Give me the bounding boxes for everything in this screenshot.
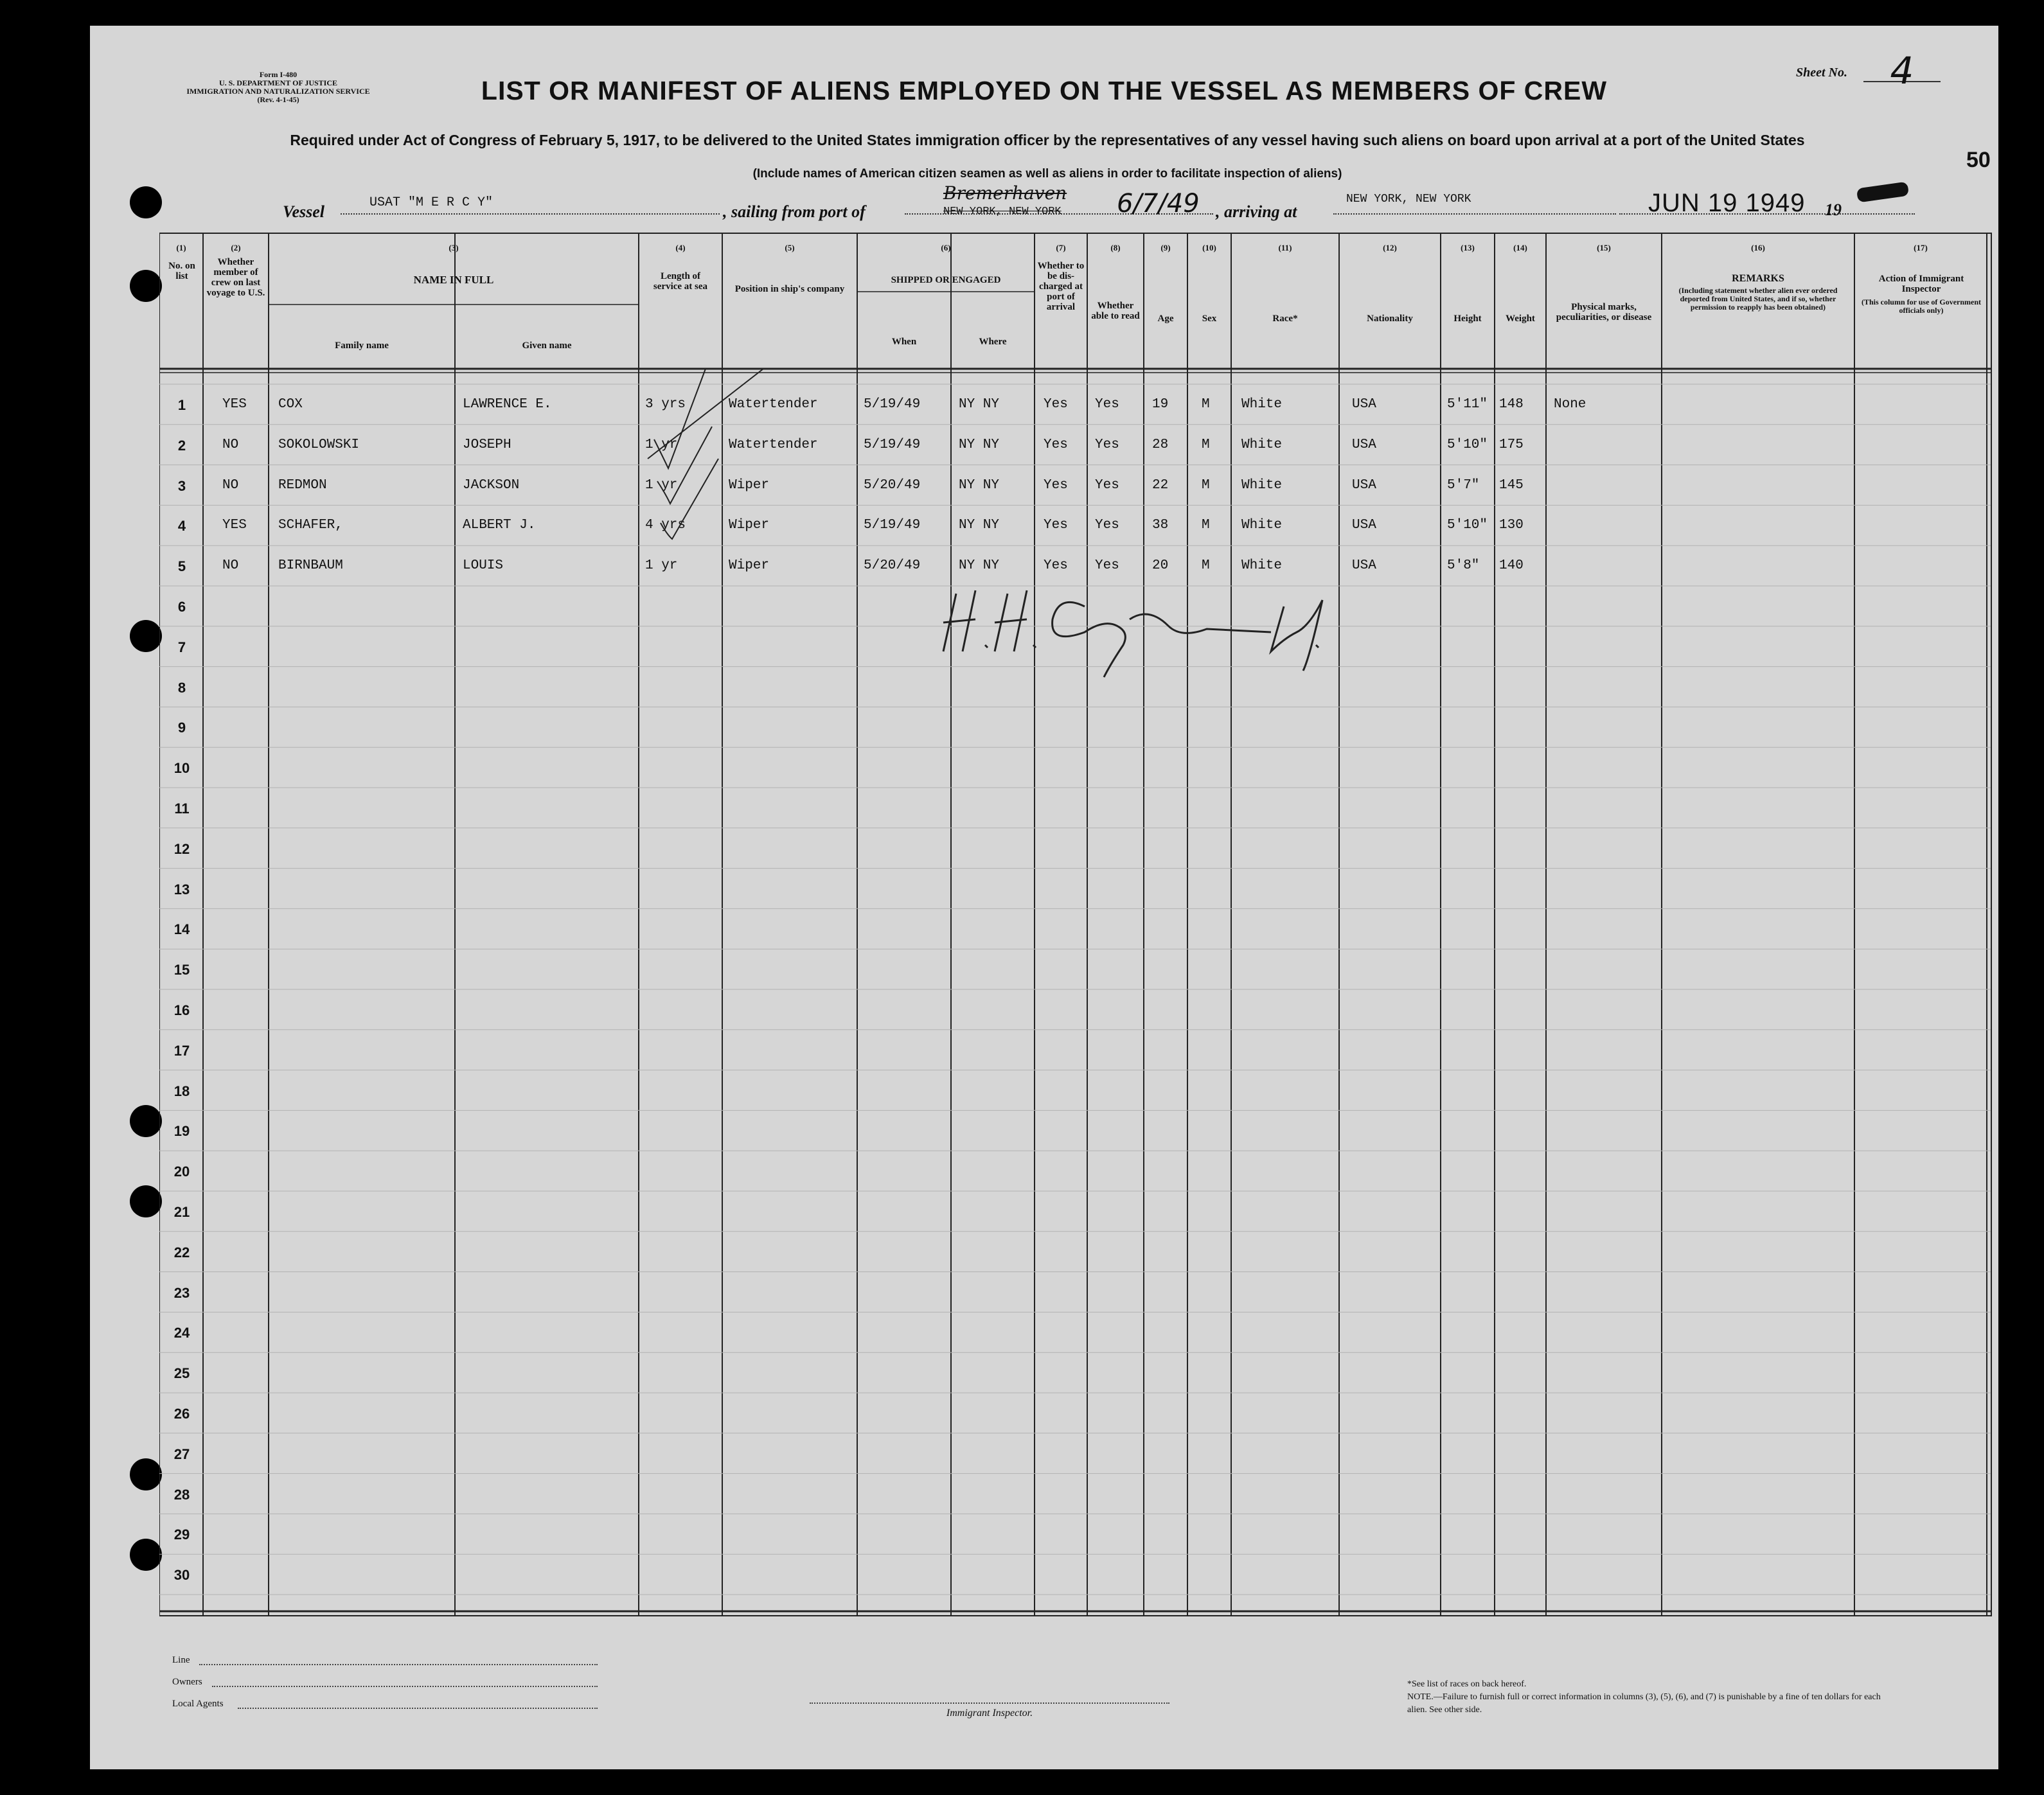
cell-nationality: USA	[1352, 477, 1376, 493]
col-num-16: (16)	[1751, 243, 1765, 252]
arriving-port: NEW YORK, NEW YORK	[1346, 193, 1471, 206]
cell-age: 38	[1152, 518, 1169, 533]
penalty-note: NOTE.—Failure to furnish full or correct information in columns (3), (5), (6), and (7) is punishable by a fine of ten dollars for each alien. See other side.	[1407, 1692, 1881, 1715]
arriving-field	[1333, 194, 1616, 215]
footer-line-label: Line	[172, 1655, 190, 1665]
row-number: 29	[173, 1526, 190, 1543]
include-note: (Include names of American citizen seamen as well as aliens in order to facilitate inspection of aliens)	[752, 167, 1342, 181]
cell-nationality: USA	[1352, 558, 1376, 574]
inspector-signature-field	[810, 1702, 1169, 1704]
col-header-shipped: SHIPPED OR ENGAGED	[891, 275, 1001, 285]
cell-marks: None	[1554, 397, 1586, 412]
races-note: *See list of races on back hereof.	[1407, 1679, 1527, 1689]
cell-when: 5/19/49	[864, 437, 921, 452]
row-number: 10	[173, 760, 190, 777]
cell-read: Yes	[1095, 558, 1119, 574]
cell-position: Wiper	[729, 477, 770, 493]
cell-nationality: USA	[1352, 518, 1376, 533]
inspector-signature	[937, 581, 1355, 684]
cell-sex: M	[1202, 477, 1210, 493]
cell-position: Wiper	[729, 558, 770, 574]
cell-given: LOUIS	[463, 558, 504, 574]
col-num-7: (7)	[1056, 243, 1066, 252]
row-number: 24	[173, 1325, 190, 1341]
cell-sex: M	[1202, 397, 1210, 412]
ruled-lines	[159, 234, 1991, 1615]
row-number: 9	[177, 720, 186, 736]
col-num-5: (5)	[785, 243, 795, 252]
cell-height: 5'7"	[1447, 477, 1480, 493]
footer-owners-label: Owners	[172, 1677, 202, 1687]
cell-when: 5/19/49	[864, 518, 921, 533]
cell-family: SOKOLOWSKI	[278, 437, 360, 452]
page-count: 50	[1966, 148, 1991, 172]
cell-last-voyage: YES	[222, 518, 247, 533]
col-header-given-name: Given name	[522, 340, 572, 351]
col-header-sex: Sex	[1202, 314, 1217, 324]
punch-hole	[130, 1458, 162, 1490]
row-number: 17	[173, 1042, 190, 1059]
cell-sex: M	[1202, 437, 1210, 452]
cell-where: NY NY	[959, 397, 1000, 412]
col-header-nationality: Nationality	[1367, 314, 1413, 324]
col-header-name: NAME IN FULL	[413, 274, 494, 286]
cell-service: 1 yr	[645, 437, 678, 452]
cell-weight: 175	[1499, 437, 1524, 452]
punch-hole	[130, 186, 162, 218]
col-num-14: (14)	[1513, 243, 1527, 252]
col-header-where: Where	[979, 337, 1007, 347]
cell-service: 1 yr	[645, 558, 678, 574]
vessel-name: USAT "M E R C Y"	[369, 195, 493, 210]
col-num-11: (11)	[1278, 243, 1292, 252]
cell-discharged: Yes	[1044, 397, 1068, 412]
cell-race: White	[1241, 477, 1283, 493]
row-number: 25	[173, 1365, 190, 1382]
col-num-10: (10)	[1202, 243, 1216, 252]
cell-family: COX	[278, 397, 303, 412]
row-number: 11	[174, 800, 190, 817]
cell-sex: M	[1202, 518, 1210, 533]
row-number: 22	[173, 1244, 190, 1260]
col-header-physical-marks: Physical marks, peculiarities, or disease	[1556, 302, 1652, 323]
cell-last-voyage: NO	[222, 437, 239, 452]
row-number: 3	[177, 477, 186, 494]
row-number: 21	[173, 1204, 190, 1220]
cell-age: 19	[1152, 397, 1169, 412]
cell-age: 22	[1152, 477, 1169, 493]
col-header-age: Age	[1157, 314, 1174, 324]
sailing-field	[905, 182, 1213, 218]
crew-manifest-table	[159, 233, 1992, 1616]
arrival-stamp: JUN 19 1949	[1648, 189, 1806, 217]
col-num-15: (15)	[1597, 243, 1611, 252]
col-num-3: (3)	[449, 243, 459, 252]
cell-service: 1 yr	[645, 477, 678, 493]
cell-family: REDMON	[278, 477, 327, 493]
col-header-last-voyage: Whether member of crew on last voyage to U.S.	[206, 257, 265, 298]
footer-owners-field	[212, 1686, 598, 1687]
col-header-when: When	[891, 337, 917, 347]
cell-where: NY NY	[959, 518, 1000, 533]
cell-last-voyage: NO	[222, 477, 239, 493]
col-header-service: Length of service at sea	[653, 271, 708, 292]
cell-race: White	[1241, 558, 1283, 574]
row-number: 27	[173, 1446, 190, 1462]
punch-hole	[130, 620, 162, 652]
cell-discharged: Yes	[1044, 437, 1068, 452]
row-number: 12	[173, 840, 190, 857]
cell-position: Wiper	[729, 518, 770, 533]
department: U. S. DEPARTMENT OF JUSTICE	[218, 78, 338, 87]
inspector-label: Immigrant Inspector.	[946, 1708, 1033, 1719]
cell-position: Watertender	[729, 437, 818, 452]
cell-when: 5/19/49	[864, 397, 921, 412]
col-num-2: (2)	[231, 243, 241, 252]
row-number: 20	[173, 1163, 190, 1180]
punch-hole	[130, 270, 162, 302]
col-header-inspector: Action of Immigrant Inspector	[1878, 274, 1964, 294]
cell-race: White	[1241, 397, 1283, 412]
col-header-family-name: Family name	[335, 340, 389, 351]
cell-family: SCHAFER,	[278, 518, 343, 533]
col-header-discharged: Whether to be dis-charged at port of arrival	[1037, 261, 1085, 312]
row-number: 2	[177, 437, 186, 454]
sailing-port-struck: NEW YORK, NEW YORK	[943, 206, 1062, 218]
cell-given: JACKSON	[463, 477, 520, 493]
col-header-read: Whether able to read	[1091, 301, 1140, 321]
footer-line-field	[199, 1664, 598, 1665]
cell-position: Watertender	[729, 397, 818, 412]
col-num-1: (1)	[176, 243, 186, 252]
cell-height: 5'10"	[1447, 437, 1488, 452]
row-number: 4	[177, 518, 186, 535]
manifest-sheet	[90, 26, 1998, 1769]
row-number: 1	[177, 397, 186, 413]
vessel-label: Vessel	[283, 202, 324, 221]
sheet-label: Sheet No.	[1796, 66, 1847, 80]
row-number: 5	[177, 558, 186, 575]
cell-race: White	[1241, 437, 1283, 452]
sailing-port-handwritten: Bremerhaven	[943, 182, 1067, 204]
arriving-label: , arriving at	[1216, 202, 1297, 221]
cell-read: Yes	[1095, 518, 1119, 533]
col-header-weight: Weight	[1506, 314, 1535, 324]
cell-given: ALBERT J.	[463, 518, 536, 533]
row-number: 30	[173, 1567, 190, 1584]
cell-age: 20	[1152, 558, 1169, 574]
col-num-12: (12)	[1383, 243, 1397, 252]
col-header-no: No. on list	[168, 261, 195, 281]
document-title: LIST OR MANIFEST OF ALIENS EMPLOYED ON THE VESSEL AS MEMBERS OF CREW	[481, 76, 1608, 105]
row-number: 8	[177, 679, 186, 696]
row-number: 23	[173, 1284, 190, 1301]
cell-weight: 145	[1499, 477, 1524, 493]
footer-agents-field	[238, 1708, 598, 1709]
cell-last-voyage: NO	[222, 558, 239, 574]
row-number: 15	[173, 962, 190, 978]
row-number: 13	[173, 881, 190, 898]
year-prefix: 19	[1825, 200, 1842, 219]
row-number: 14	[173, 921, 190, 938]
cell-when: 5/20/49	[864, 477, 921, 493]
cell-where: NY NY	[959, 477, 1000, 493]
row-number: 28	[173, 1486, 190, 1503]
cell-read: Yes	[1095, 477, 1119, 493]
row-number: 26	[173, 1406, 190, 1422]
row-number: 16	[173, 1002, 190, 1018]
service: IMMIGRATION AND NATURALIZATION SERVICE	[186, 87, 370, 96]
punch-hole	[130, 1185, 162, 1217]
cell-weight: 130	[1499, 518, 1524, 533]
cell-read: Yes	[1095, 397, 1119, 412]
punch-hole	[130, 1105, 162, 1137]
col-num-6: (6)	[941, 243, 951, 252]
col-header-remarks-note: (Including statement whether alien ever ordered deported from United States, and if so, whether permission to reapply has been obtained)	[1678, 286, 1838, 312]
col-header-height: Height	[1453, 314, 1482, 324]
col-num-17: (17)	[1914, 243, 1928, 252]
cell-sex: M	[1202, 558, 1210, 574]
punch-hole	[130, 1539, 162, 1571]
cell-where: NY NY	[959, 558, 1000, 574]
cell-family: BIRNBAUM	[278, 558, 343, 574]
col-header-inspector-note: (This column for use of Government officials only)	[1861, 297, 1982, 315]
cell-where: NY NY	[959, 437, 1000, 452]
col-header-position: Position in ship's company	[734, 284, 845, 294]
col-num-13: (13)	[1461, 243, 1475, 252]
cell-height: 5'11"	[1447, 397, 1488, 412]
form-number: Form I-480	[259, 70, 298, 79]
cell-race: White	[1241, 518, 1283, 533]
act-statement: Required under Act of Congress of February 5, 1917, to be delivered to the United States immigration officer by the representatives of any vessel having such aliens on board upon arrival at a port of the United States	[290, 132, 1805, 148]
cell-height: 5'8"	[1447, 558, 1480, 574]
vessel-field	[341, 194, 720, 215]
cell-weight: 148	[1499, 397, 1524, 412]
footer-agents-label: Local Agents	[172, 1699, 224, 1709]
revision: (Rev. 4-1-45)	[257, 95, 299, 104]
col-header-remarks: REMARKS	[1732, 273, 1784, 284]
row-number: 7	[177, 639, 186, 655]
handwritten-check-marks	[635, 330, 783, 542]
row-number: 19	[173, 1123, 190, 1140]
col-num-8: (8)	[1110, 243, 1121, 252]
cell-given: LAWRENCE E.	[463, 397, 552, 412]
col-header-race: Race*	[1272, 314, 1298, 324]
cell-nationality: USA	[1352, 397, 1376, 412]
sheet-number: 4	[1863, 51, 1941, 82]
row-number: 18	[173, 1083, 190, 1099]
col-num-4: (4)	[675, 243, 686, 252]
cell-service: 4 yrs	[645, 518, 686, 533]
cell-discharged: Yes	[1044, 477, 1068, 493]
cell-when: 5/20/49	[864, 558, 921, 574]
cell-discharged: Yes	[1044, 518, 1068, 533]
cell-height: 5'10"	[1447, 518, 1488, 533]
cell-age: 28	[1152, 437, 1169, 452]
col-num-9: (9)	[1160, 243, 1171, 252]
sailing-label: , sailing from port of	[723, 202, 866, 221]
cell-service: 3 yrs	[645, 397, 686, 412]
cell-discharged: Yes	[1044, 558, 1068, 574]
cell-last-voyage: YES	[222, 397, 247, 412]
row-number: 6	[177, 599, 186, 615]
sailing-date: 6/7/49	[1117, 189, 1200, 218]
cell-nationality: USA	[1352, 437, 1376, 452]
cell-given: JOSEPH	[463, 437, 511, 452]
cell-read: Yes	[1095, 437, 1119, 452]
cell-weight: 140	[1499, 558, 1524, 574]
